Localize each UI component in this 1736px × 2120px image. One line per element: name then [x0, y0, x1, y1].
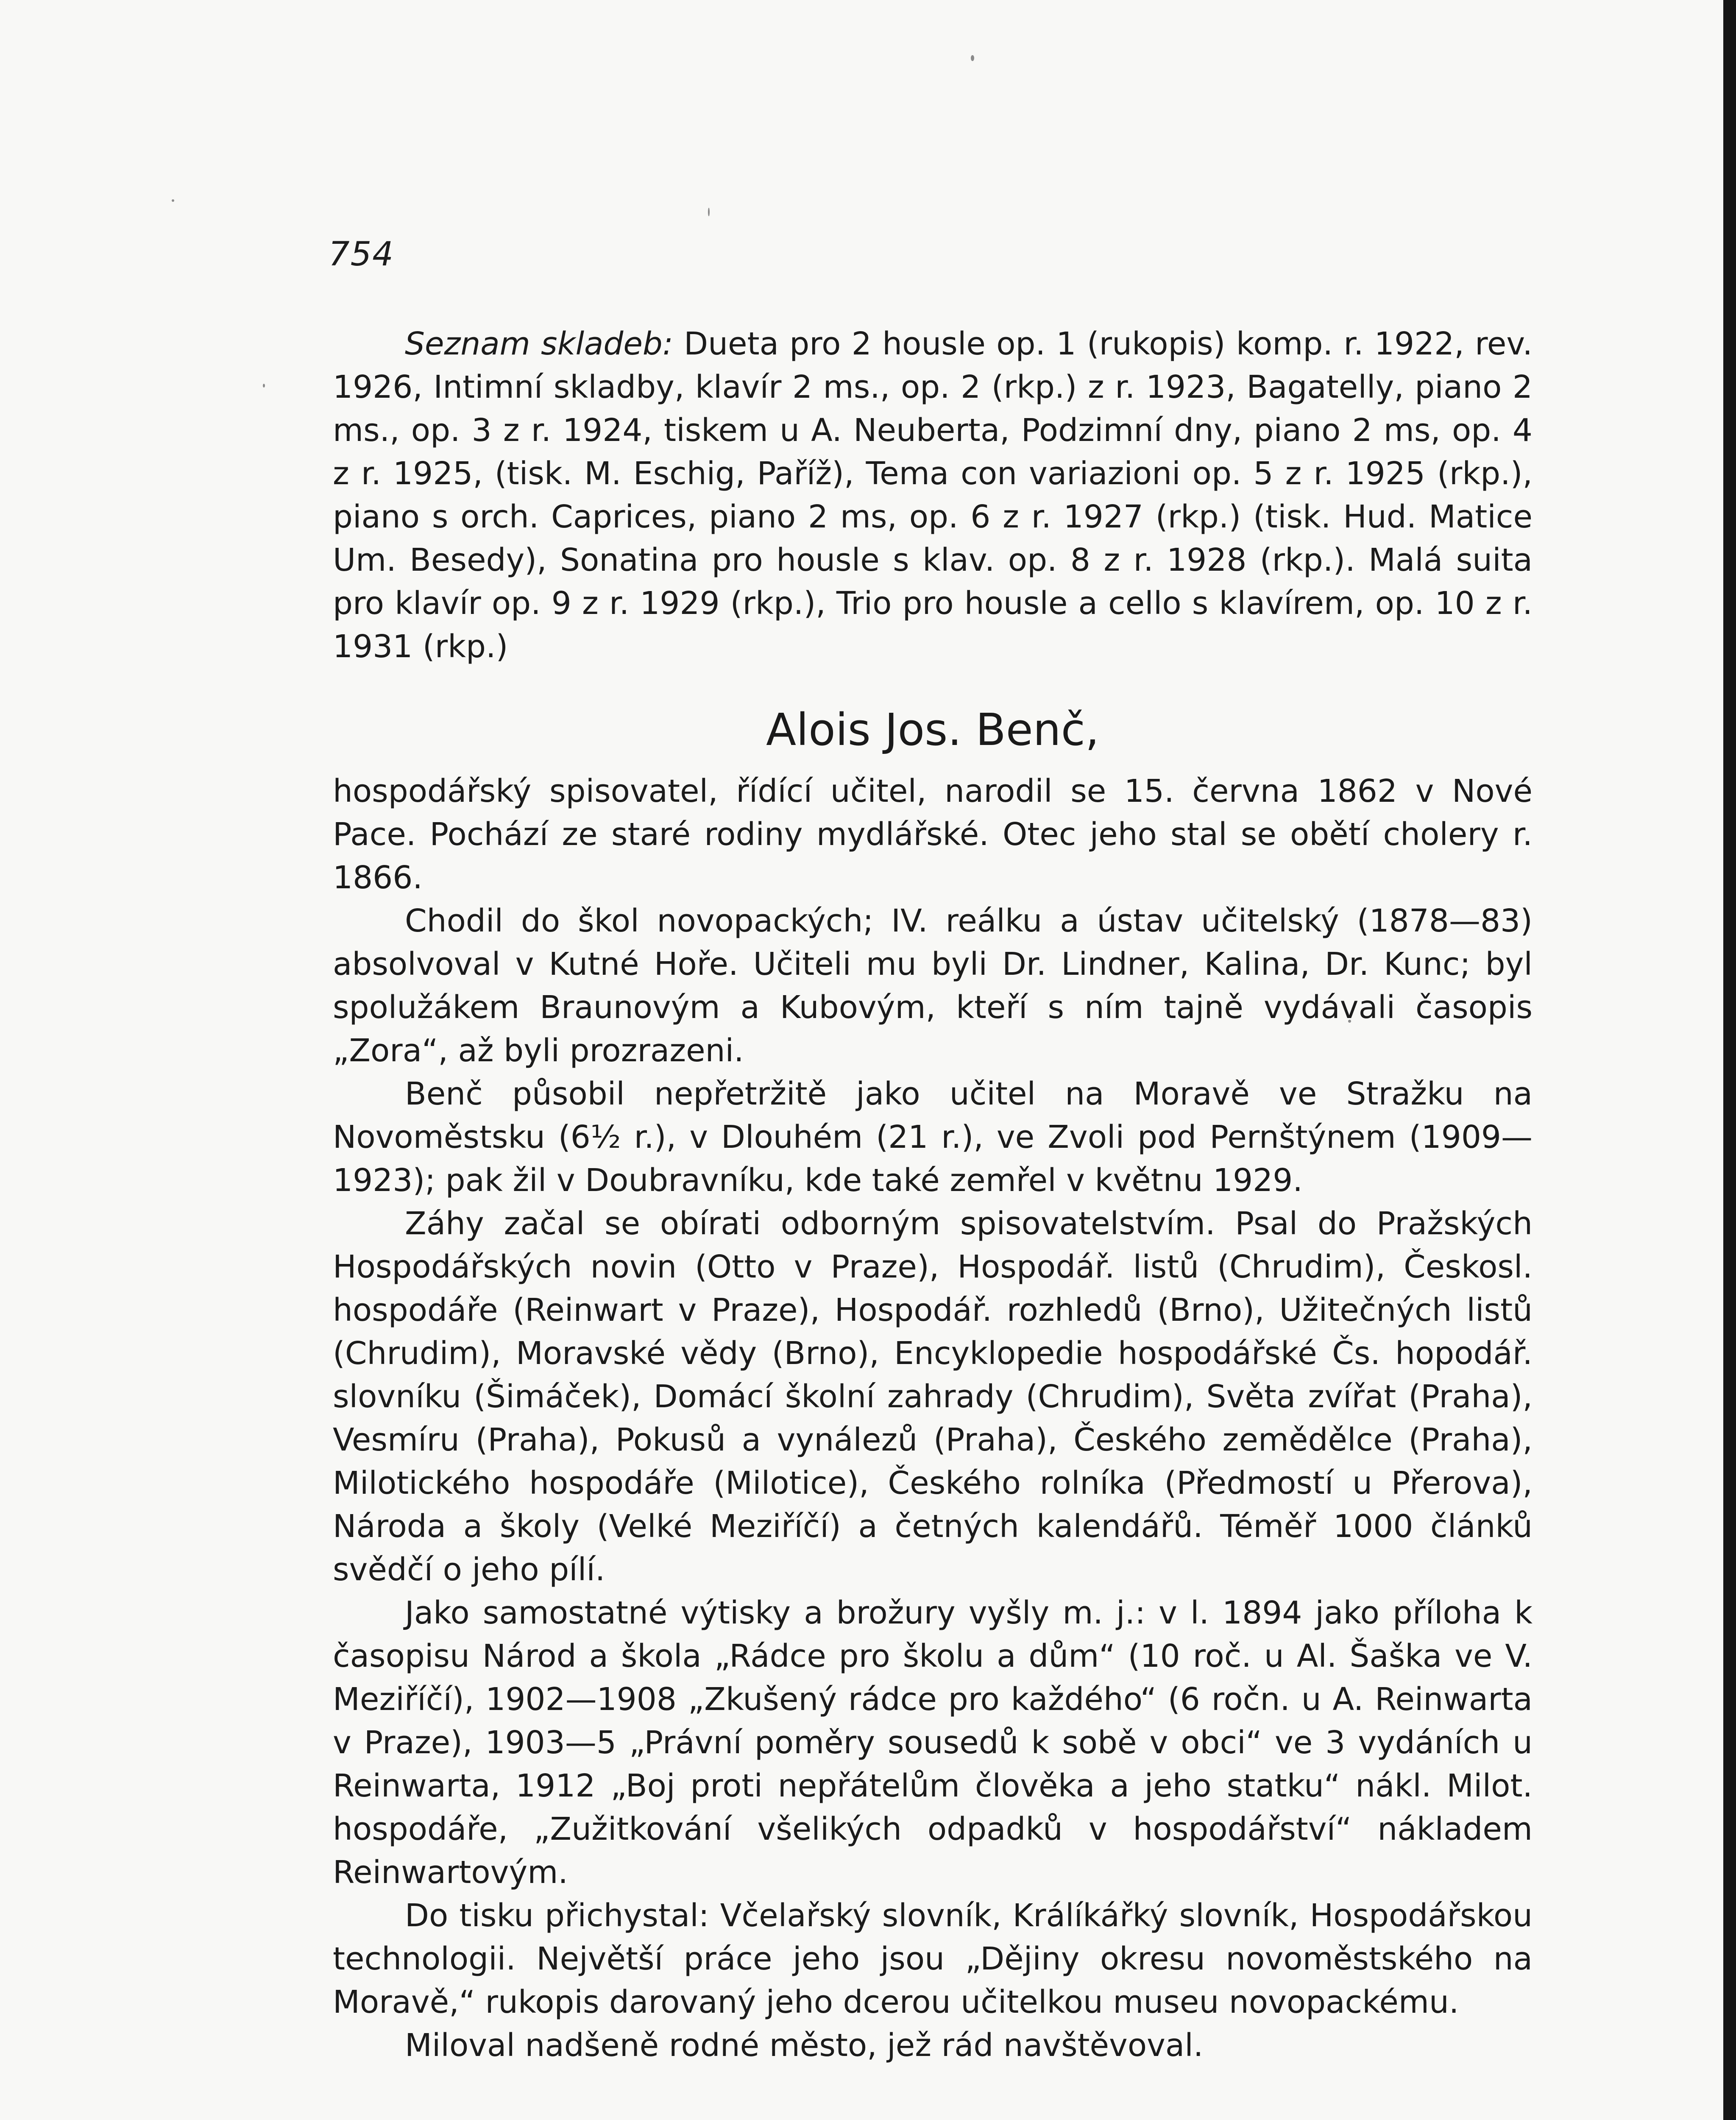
works-text: Dueta pro 2 housle op. 1 (rukopis) komp. r. 1922, rev. 1926, Intimní skladby, klavír 2 ms., op. 2 (rkp.) z r. 1923, Bagatelly, piano 2 ms., op. 3 z r. 1924, tiskem u A. Neuberta, Podzimní dny, piano 2 ms, op. 4 z r. 1925, (tisk. M. Eschig, Paříž), Tema con variazioni op. 5 z r. 1925 (rkp.), piano s orch. Caprices, piano 2 ms, op. 6 z r. 1927 (rkp.) (tisk. Hud. Matice Um. Besedy), Sonatina pro housle s klav. op. 8 z r. 1928 (rkp.). Malá suita pro klavír op. 9 z r. 1929 (rkp.), Trio pro housle a cello s klavírem, op. 10 z r. 1931 (rkp.)	[333, 326, 1533, 665]
bio-paragraph: Do tisku přichystal: Včelařský slovník, Králíkářký slovník, Hospodářskou technologii. Největší práce jeho jsou „Dějiny okresu novoměstského na Moravě,“ rukopis darovaný jeho dcerou učitelkou museu novopackému.	[333, 1897, 1533, 2020]
bio-paragraph: Záhy začal se obírati odborným spisovatelstvím. Psal do Pražských Hospodářských novin (Otto v Praze), Hospodář. listů (Chrudim), Českosl. hospodáře (Reinwart v Praze), Hospodář. rozhledů (Brno), Užitečných listů (Chrudim), Moravské vědy (Brno), Encyklopedie hospodářské Čs. hopodář. slovníku (Šimáček), Domácí školní zahrady (Chrudim), Světa zvířat (Praha), Vesmíru (Praha), Pokusů a vynálezů (Praha), Českého zemědělce (Praha), Milotického hospodáře (Milotice), Českého rolníka (Předmostí u Přerova), Národa a školy (Velké Meziříčí) a četných kalendářů. Téměř 1000 článků svědčí o jeho pílí.	[333, 1205, 1533, 1588]
page-number: 754	[329, 235, 394, 273]
dust-speck	[708, 208, 710, 216]
scan-edge	[1723, 0, 1736, 2120]
dust-speck	[971, 55, 974, 61]
dust-speck	[172, 199, 174, 202]
biography-body	[333, 770, 1533, 2067]
bio-paragraph: Jako samostatné výtisky a brožury vyšly m. j.: v l. 1894 jako příloha k časopisu Národ a škola „Rádce pro školu a dům“ (10 roč. u Al. Šaška ve V. Meziříčí), 1902—1908 „Zkušený rádce pro každého“ (6 ročn. u A. Reinwarta v Praze), 1903—5 „Právní poměry sousedů k sobě v obci“ ve 3 vydáních u Reinwarta, 1912 „Boj proti nepřátelům člověka a jeho statku“ nákl. Milot. hospodáře, „Zužitkování všelikých odpadků v hospodářství“ nákladem Reinwartovým.	[333, 1595, 1533, 1891]
bio-paragraph: Benč působil nepřetržitě jako učitel na Moravě ve Stražku na Novoměstsku (6½ r.), v Dlouhém (21 r.), ve Zvoli pod Pernštýnem (1909—1923); pak žil v Doubravníku, kde také zemřel v květnu 1929.	[333, 1076, 1533, 1199]
dust-speck	[263, 384, 265, 388]
works-list	[333, 322, 1533, 668]
works-label: Seznam skladeb:	[405, 326, 673, 362]
biography-heading: Alois Jos. Benč,	[766, 704, 1099, 756]
bio-intro: hospodářský spisovatel, řídící učitel, narodil se 15. června 1862 v Nové Pace. Pochází ze staré rodiny mydlářské. Otec jeho stal se obětí cholery r. 1866.	[333, 773, 1533, 896]
bio-paragraph: Chodil do škol novopackých; IV. reálku a ústav učitelský (1878—83) absolvoval v Kutné Hoře. Učiteli mu byli Dr. Lindner, Kalina, Dr. Kunc; byl spolužákem Braunovým a Kubovým, kteří s ním tajně vydávali časopis „Zora“, až byli prozrazeni.	[333, 903, 1533, 1069]
bio-paragraph: Miloval nadšeně rodné město, jež rád navštěvoval.	[405, 2027, 1204, 2064]
